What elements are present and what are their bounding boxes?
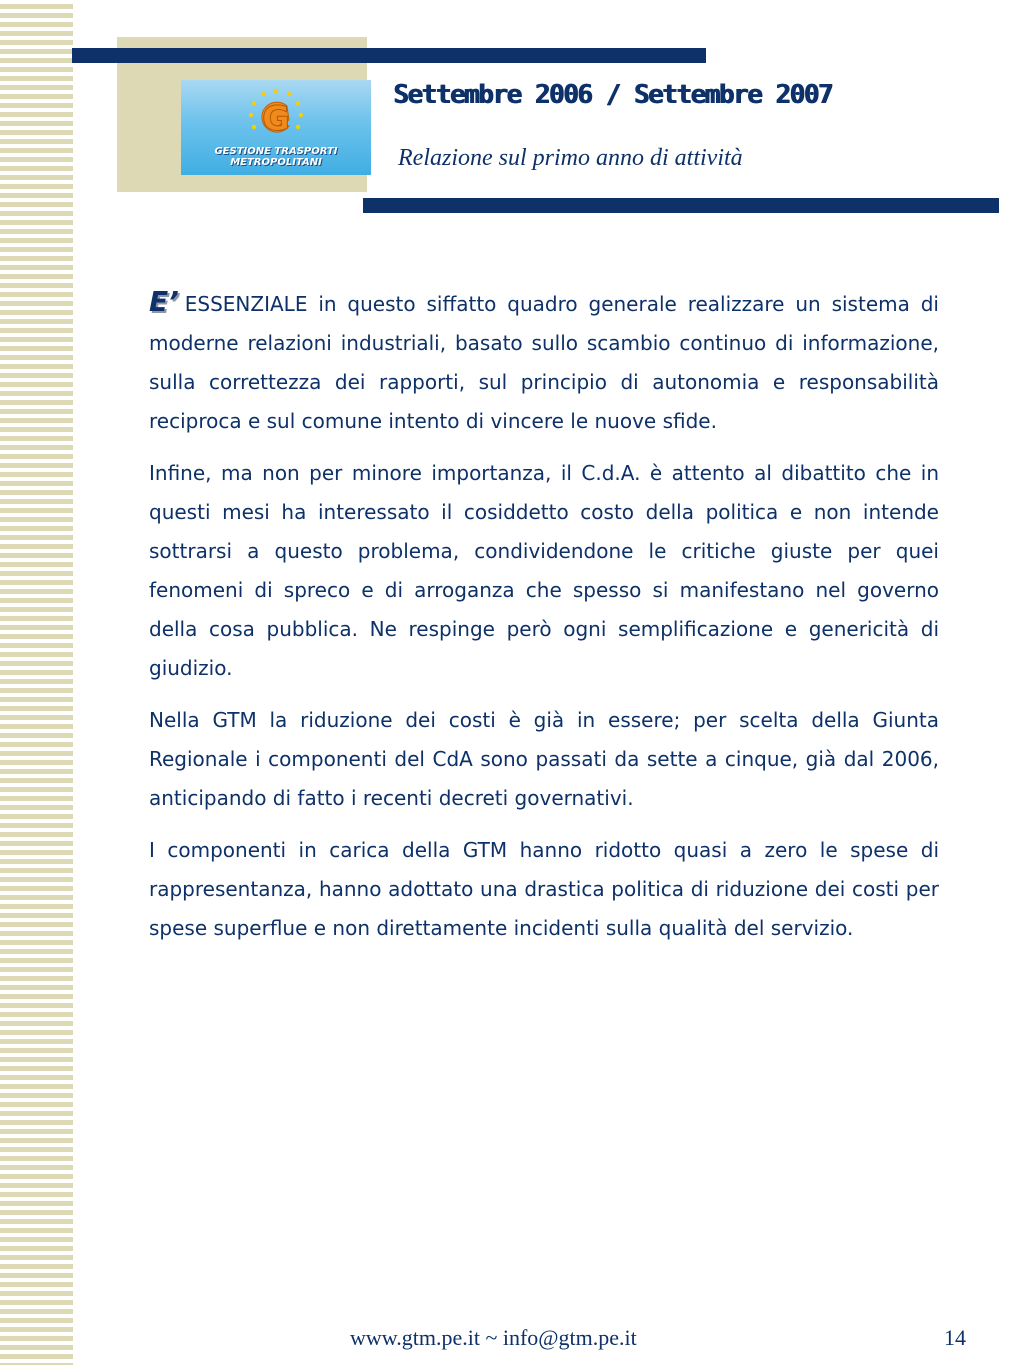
footer-contacts: www.gtm.pe.it ~ info@gtm.pe.it bbox=[350, 1325, 637, 1350]
paragraph-1 bbox=[149, 282, 939, 441]
paragraph-3: Nella GTM la riduzione dei costi è già in essere; per scelta della Giunta Regionale i componenti del CdA sono passati da sette a cinque, già dal 2006, anticipando di fatto i recenti decreti governativi. bbox=[149, 708, 939, 810]
document-subtitle: Relazione sul primo anno di attività bbox=[398, 145, 743, 171]
logo-caption-line1: GESTIONE TRASPORTI bbox=[214, 146, 338, 157]
header-top-rule bbox=[72, 48, 706, 63]
document-period-title: Settembre 2006 / Settembre 2007 bbox=[393, 80, 832, 110]
header-bottom-rule bbox=[363, 198, 999, 213]
logo-caption bbox=[185, 146, 367, 168]
svg-text:G: G bbox=[262, 99, 290, 139]
paragraph-4: I componenti in carica della GTM hanno ridotto quasi a zero le spese di rappresentanza, hanno adottato una drastica politica di riduzione dei costi per spese superflue e non direttamente incidenti sulla qualità del servizio. bbox=[149, 838, 939, 940]
gtm-logo bbox=[181, 80, 371, 175]
paragraph-2: Infine, ma non per minore importanza, il C.d.A. è attento al dibattito che in questi mesi ha interessato il cosiddetto costo della politica e non intende sottrarsi a questo problema, condividendone le critiche giuste per quei fenomeni di spreco e di arroganza che spesso si manifestano nel governo della cosa pubblica. Ne respinge però ogni semplificazione e genericità di giudizio. bbox=[149, 461, 939, 680]
page-number: 14 bbox=[944, 1325, 966, 1350]
logo-caption-line2: METROPOLITANI bbox=[230, 157, 322, 168]
paragraph-1-text: ESSENZIALE in questo siffatto quadro generale realizzare un sistema di moderne relazioni industriali, basato sullo scambio continuo di informazione, sulla correttezza dei rapporti, sul principio di autonomia e responsabilità reciproca e sul comune intento di vincere le nuove sfide. bbox=[149, 292, 939, 433]
dropcap: E’ bbox=[149, 285, 179, 318]
main-text bbox=[149, 282, 939, 961]
left-striped-border bbox=[0, 0, 73, 1365]
